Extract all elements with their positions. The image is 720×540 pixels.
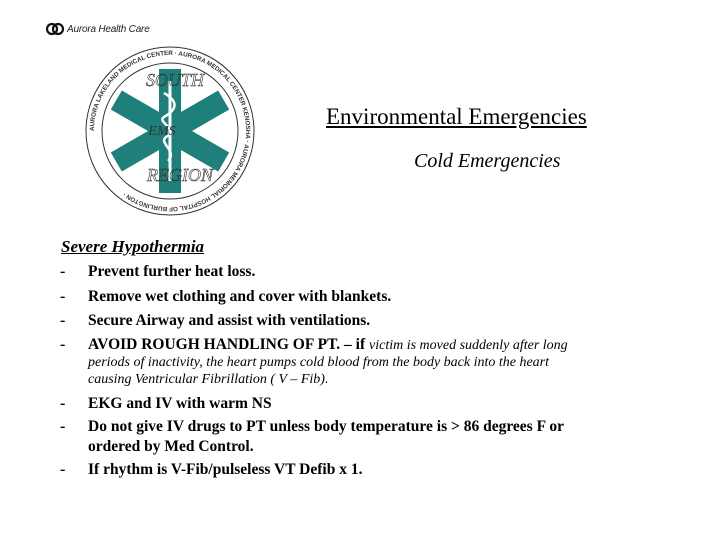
ems-region-seal xyxy=(80,42,260,220)
bullet-item: Remove wet clothing and cover with blankets. xyxy=(88,288,392,305)
section-heading: Severe Hypothermia xyxy=(61,237,205,256)
bullet-marker: - xyxy=(60,288,66,305)
seal-south-label: SOUTH xyxy=(145,70,205,90)
bullet-item xyxy=(88,336,568,354)
page-title: Environmental Emergencies xyxy=(326,104,587,129)
bullet-item: Secure Airway and assist with ventilations. xyxy=(88,312,371,329)
bullet-marker: - xyxy=(60,312,66,329)
bullet-marker: - xyxy=(60,418,66,435)
aurora-logo-icon xyxy=(46,22,64,36)
bullet-item: ordered by Med Control. xyxy=(88,438,254,455)
seal-region-label: REGION xyxy=(147,165,213,185)
bullet-marker: - xyxy=(60,395,66,412)
bullet-item: EKG and IV with warm NS xyxy=(88,395,272,412)
bullet-marker: - xyxy=(60,263,66,280)
brand-name: Aurora Health Care xyxy=(67,23,150,35)
bullet-item-note: periods of inactivity, the heart pumps cold blood from the body back into the heart xyxy=(88,355,550,370)
bullet-item: Do not give IV drugs to PT unless body temperature is > 86 degrees F or xyxy=(88,418,564,435)
bullet-item-note: victim is moved suddenly after long xyxy=(369,338,568,353)
bullet-item-lead: AVOID ROUGH HANDLING OF PT. – if xyxy=(88,336,366,353)
brand-logo xyxy=(46,19,150,39)
bullet-item-note: causing Ventricular Fibrillation ( V – Fib). xyxy=(88,372,329,387)
bullet-marker: - xyxy=(60,461,66,478)
seal-ring-text: AURORA LAKELAND MEDICAL CENTER · AURORA MEDICAL CENTER KENOSHA · AURORA MEMORIAL HOSPITAL OF BURLINGTON · xyxy=(88,49,252,213)
bullet-item: Prevent further heat loss. xyxy=(88,263,256,280)
bullet-marker: - xyxy=(60,336,66,353)
page-subtitle: Cold Emergencies xyxy=(414,150,561,172)
seal-ems-label: EMS xyxy=(148,124,176,139)
bullet-item: If rhythm is V-Fib/pulseless VT Defib x 1. xyxy=(88,461,363,478)
